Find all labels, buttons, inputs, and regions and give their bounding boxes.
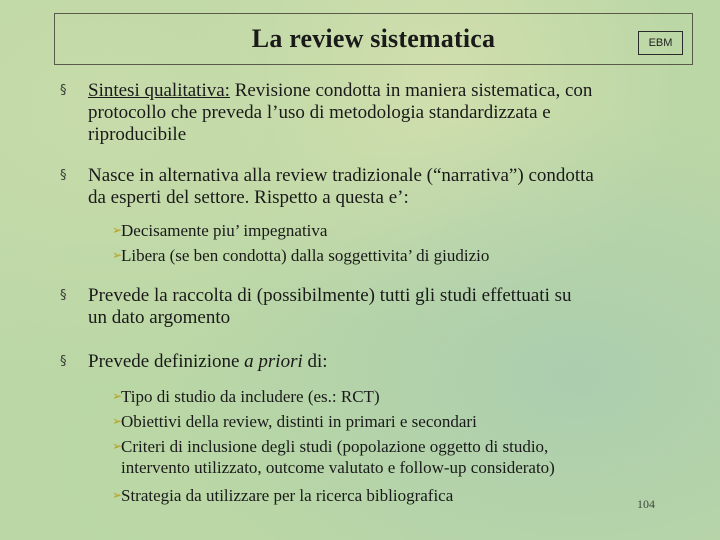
square-bullet-icon: § [60,354,67,369]
sub-bullet-text: intervento utilizzato, outcome valutato e follow-up considerato) [121,458,555,477]
arrow-bullet-icon: ➢ [112,414,123,428]
bullet-3-line-1: Prevede la raccolta di (possibilmente) tutti gli studi effettuati su [88,285,572,306]
sub-bullet-text: Decisamente piu’ impegnativa [121,221,328,240]
bullet-4-prefix: Prevede definizione [88,351,245,372]
bullet-1-line-2: protocollo che preveda l’uso di metodologia standardizzata e [88,102,551,123]
sub-bullet-text: Strategia da utilizzare per la ricerca bibliografica [121,486,454,505]
square-bullet-icon: § [60,168,67,183]
bullet-3-line-2: un dato argomento [88,307,231,328]
arrow-bullet-icon: ➢ [112,248,123,262]
bullet-1-line-1: Revisione condotta in maniera sistematica, con [229,80,593,101]
bullet-1-label: Sintesi qualitativa: [88,80,230,101]
bullet-2-line-2: da esperti del settore. Rispetto a questa e’: [88,187,409,208]
bullet-1-line-3: riproducibile [88,124,187,145]
square-bullet-icon: § [60,288,67,303]
bullet-2-line-1: Nasce in alternativa alla review tradizionale (“narrativa”) condotta [88,165,594,186]
sub-bullet-text: Obiettivi della review, distinti in primari e secondari [121,412,477,431]
arrow-bullet-icon: ➢ [112,389,123,403]
arrow-bullet-icon: ➢ [112,439,123,453]
arrow-bullet-icon: ➢ [112,488,123,502]
bullet-4-suffix: di: [302,351,328,372]
ebm-badge: EBM [638,31,683,55]
sub-bullet-text: Criteri di inclusione degli studi (popolazione oggetto di studio, [121,437,549,456]
slide-title: La review sistematica [251,24,496,53]
square-bullet-icon: § [60,83,67,98]
sub-bullet-text: Tipo di studio da includere (es.: RCT) [121,387,380,406]
sub-bullet-text: Libera (se ben condotta) dalla soggettivita’ di giudizio [121,246,490,265]
title-box [54,13,693,65]
bullet-2-text [88,165,594,209]
bullet-4-italic: a priori [244,351,303,372]
bullet-3-text [88,285,572,329]
page-number: 104 [637,497,655,511]
arrow-bullet-icon: ➢ [112,223,123,237]
bullet-4-text [88,351,328,373]
bullet-1-text [88,80,592,146]
